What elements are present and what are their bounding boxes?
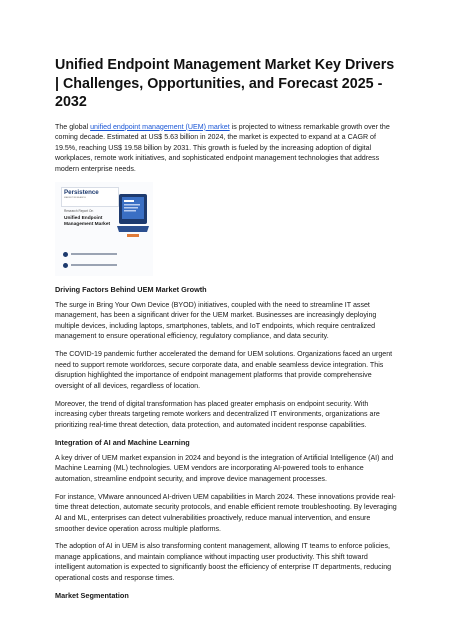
cover-title: Unified Endpoint Management Market [64, 215, 111, 227]
brand-subtitle: MARKET RESEARCH [64, 196, 86, 199]
intro-text-before: The global [55, 122, 91, 131]
contact-web-row [63, 263, 119, 268]
section-paragraph: The adoption of AI in UEM is also transforming content management, allowing IT teams to enforce policies, manage applications, and maintain compliance without impacting user productivity. This shift toward intelligent automation is expected to significantly boost the efficiency of enterprise IT departments, reducing operational costs and response times. [55, 542, 392, 583]
intro-text-after: is projected to witness remarkable growth over the coming decade. Estimated at US$ 5.63 billion in 2024, the market is expected to expand at a CAGR of 19.5%, reaching US$ 19.58 billion by 2031. This growth is fueled by the increasing adoption of digital workplaces, remote work initiatives, and sophisticated endpoint management technologies that address modern enterprise needs. [55, 122, 390, 173]
contact-line [71, 264, 117, 265]
document-content [55, 56, 398, 606]
report-cover-image [55, 182, 153, 276]
contact-email-row [63, 252, 119, 257]
section-paragraph: Moreover, the trend of digital transformation has placed greater emphasis on endpoint security. With increasing cyber threats targeting remote workers and decentralized IT environments, organizations are prioritizing real-time threat detection, data protection, and automated incident response capabilities. [55, 399, 380, 429]
section-paragraph: A key driver of UEM market expansion in 2024 and beyond is the integration of Artificial Intelligence (AI) and Machine Learning (ML) technologies. UEM vendors are incorporating AI-powered tools to enhance automation, streamline endpoint security, and improve device management processes. [55, 453, 394, 483]
document-title: Unified Endpoint Management Market Key Drivers | Challenges, Opportunities, and Forecast 2025 - 2032 [55, 57, 395, 110]
contact-line [71, 253, 117, 254]
intro-paragraph [55, 122, 398, 175]
laptop-illustration-icon [117, 192, 149, 240]
section-paragraph: The surge in Bring Your Own Device (BYOD) initiatives, coupled with the need to streamline IT asset management, has been a significant driver for the UEM market. Businesses are increasingly deploying multiple devices, including laptops, smartphones, tablets, and IoT endpoints, which require centralized management to ensure operational efficiency, regulatory compliance, and data security. [55, 300, 377, 341]
globe-icon [63, 263, 68, 268]
uem-market-link[interactable]: unified endpoint management (UEM) market [90, 122, 230, 131]
section-heading-ai-ml: Integration of AI and Machine Learning [55, 437, 190, 447]
email-icon [63, 252, 68, 257]
cover-report-line: Research Report On [64, 208, 94, 213]
section-paragraph: For instance, VMware announced AI-driven UEM capabilities in March 2024. These innovations provide real-time threat detection, automate security protocols, and enable efficient remote troubleshooting. By leveraging AI and ML, enterprises can detect vulnerabilities proactively, reduce manual intervention, and ensure smoother device operation across multiple platforms. [55, 492, 397, 533]
section-paragraph: The COVID-19 pandemic further accelerated the demand for UEM solutions. Organizations faced an urgent need to support remote workforces, secure corporate data, and enable seamless device integration. This disruption highlighted the importance of endpoint management platforms that provide comprehensive oversight of all devices, regardless of location. [55, 350, 393, 390]
brand-name: Persistence [64, 188, 99, 196]
section-heading-driving-factors: Driving Factors Behind UEM Market Growth [55, 284, 207, 294]
section-heading-market-segmentation: Market Segmentation [55, 590, 129, 600]
